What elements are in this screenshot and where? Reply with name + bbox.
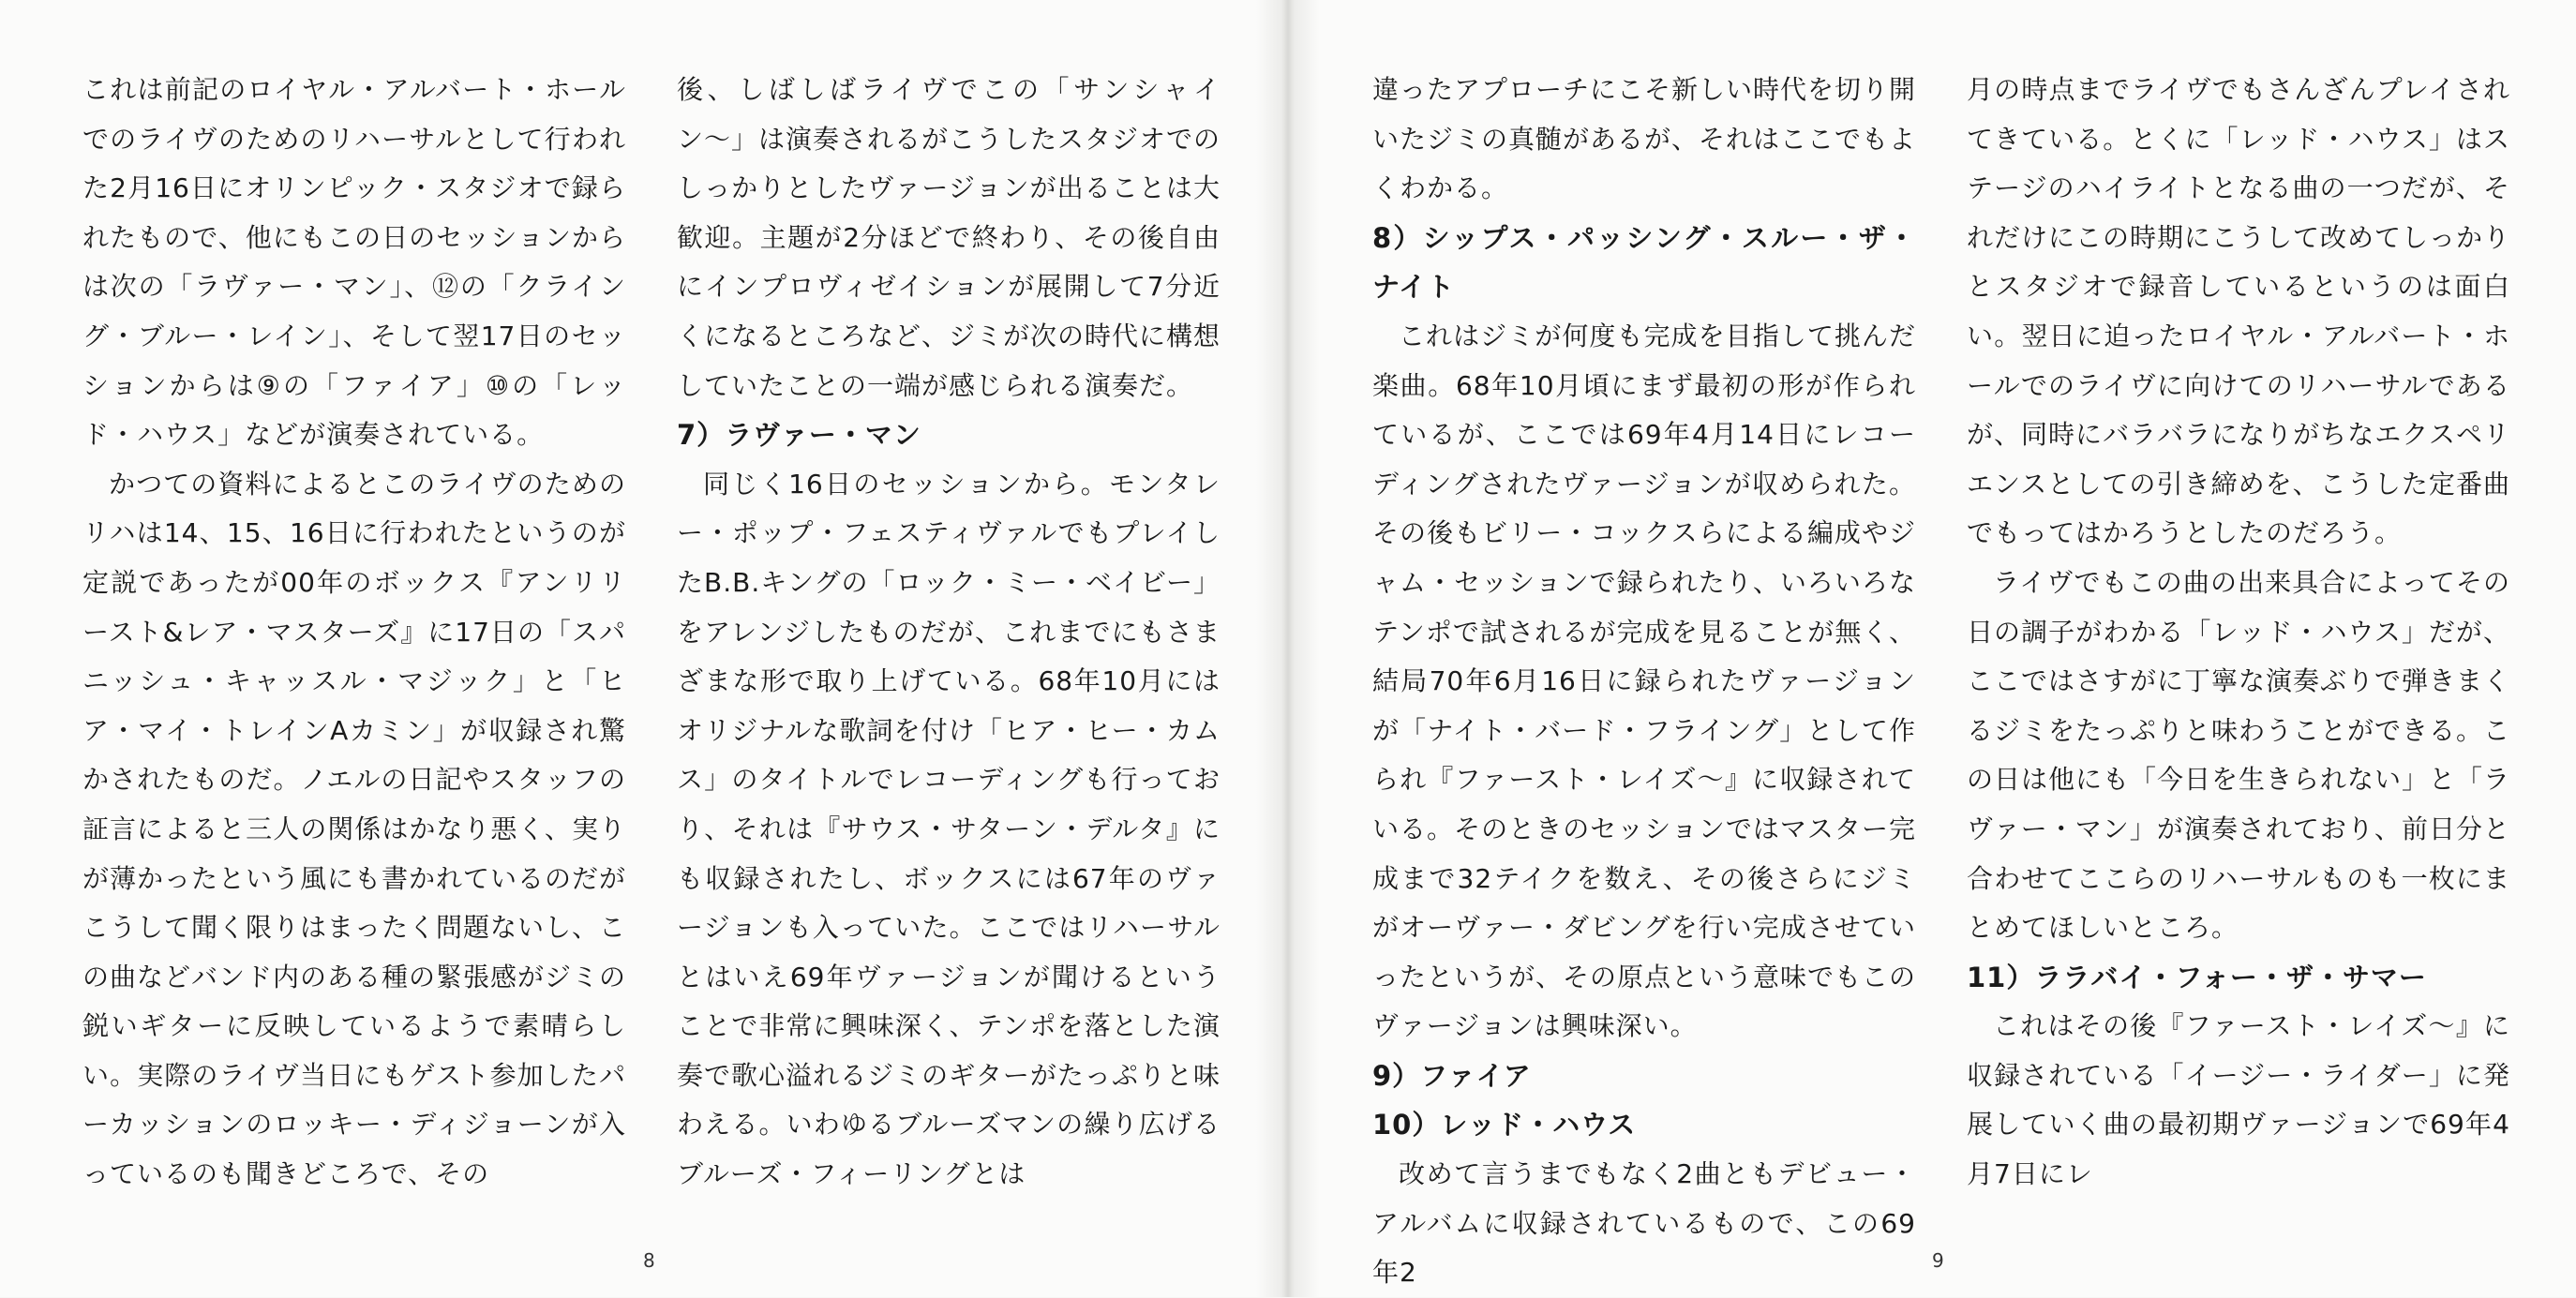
page-left bbox=[0, 0, 1286, 1297]
paragraph: ライヴでもこの曲の出来具合によってその日の調子がわかる「レッド・ハウス」だが、ここではさすがに丁寧な演奏ぶりで弾きまくるジミをたっぷりと味わうことができる。この日は他にも「今日を生きられない」と「ラヴァー・マン」が演奏されており、前日分と合わせてここらのリハーサルものも一枚にまとめてほしいところ。 bbox=[1967, 566, 2511, 944]
page-number: 9 bbox=[1932, 1249, 1944, 1272]
column-2 bbox=[677, 66, 1221, 1200]
section-heading: 7）ラヴァー・マン bbox=[677, 419, 921, 452]
paragraph: 後、しばしばライヴでこの「サンシャイン〜」は演奏されるがこうしたスタジオでのしっかりとしたヴァージョンが出ることは大歓迎。主題が2分ほどで終わり、その後自由にインプロヴィゼイションが展開して7分近くになるところなど、ジミが次の時代に構想していたことの一端が感じられる演奏だ。 bbox=[677, 74, 1221, 401]
paragraph: これはジミが何度も完成を目指して挑んだ楽曲。68年10月頃にまず最初の形が作られているが、ここでは69年4月14日にレコーディングされたヴァージョンが収められた。その後もビリー・コックスらによる編成やジャム・セッションで録られたり、いろいろなテンポで試されるが完成を見ることが無く、結局70年6月16日に録られたヴァージョンが「ナイト・バード・フライング」として作られ『ファースト・レイズ〜』に収録されている。そのときのセッションではマスター完成まで32テイクを数え、その後さらにジミがオーヴァー・ダビングを行い完成させていったというが、その原点という意味でもこのヴァージョンは興味深い。 bbox=[1372, 320, 1917, 1042]
section-heading: 11）ララバイ・フォー・ザ・サマー bbox=[1967, 961, 2427, 993]
paragraph: これは前記のロイヤル・アルバート・ホールでのライヴのためのリハーサルとして行われた2月16日にオリンピック・スタジオで録られたもので、他にもこの日のセッションからは次の「ラヴァー・マン」、⑫の「クライング・ブルー・レイン」、そして翌17日のセッションからは⑨の「ファイア」⑩の「レッド・ハウス」などが演奏されている。 bbox=[82, 74, 626, 451]
binding-gutter bbox=[1256, 0, 1320, 1297]
page-number: 8 bbox=[643, 1249, 655, 1272]
section-heading: 8）シップス・パッシング・スルー・ザ・ナイト bbox=[1372, 221, 1916, 304]
paragraph: これはその後『ファースト・レイズ〜』に収録されている「イージー・ライダー」に発展していく曲の最初期ヴァージョンで69年4月7日にレ bbox=[1967, 1010, 2510, 1190]
column-3 bbox=[1372, 66, 1916, 1298]
column-4 bbox=[1967, 66, 2510, 1200]
section-heading: 10）レッド・ハウス bbox=[1372, 1109, 1637, 1141]
section-heading: 9）ファイア bbox=[1372, 1059, 1532, 1092]
paragraph: 月の時点までライヴでもさんざんプレイされてきている。とくに「レッド・ハウス」はステージのハイライトとなる曲の一つだが、それだけにこの時期にこうして改めてしっかりとスタジオで録音しているというのは面白い。翌日に迫ったロイヤル・アルバート・ホールでのライヴに向けてのリハーサルであるが、同時にバラバラになりがちなエクスペリエンスとしての引き締めを、こうした定番曲でもってはかろうとしたのだろう。 bbox=[1967, 74, 2511, 549]
paragraph: 同じく16日のセッションから。モンタレー・ポップ・フェスティヴァルでもプレイしたB.B.キングの「ロック・ミー・ベイビー」をアレンジしたものだが、これまでにもさまざまな形で取り上げている。68年10月にはオリジナルな歌詞を付け「ヒア・ヒー・カムス」のタイトルでレコーディングも行っており、それは『サウス・サターン・デルタ』にも収録されたし、ボックスには67年のヴァージョンも入っていた。ここではリハーサルとはいえ69年ヴァージョンが聞けるということで非常に興味深く、テンポを落とした演奏で歌心溢れるジミのギターがたっぷりと味わえる。いわゆるブルーズマンの繰り広げるブルーズ・フィーリングとは bbox=[677, 468, 1221, 1190]
column-1 bbox=[82, 66, 626, 1200]
paragraph: 改めて言うまでもなく2曲ともデビュー・アルバムに収録されているもので、この69年2 bbox=[1372, 1158, 1916, 1289]
paragraph: かつての資料によるとこのライヴのためのリハは14、15、16日に行われたというのが定説であったが00年のボックス『アンリリースト&レア・マスターズ』に17日の「スパニッシュ・キャッスル・マジック」と「ヒア・マイ・トレインAカミン」が収録され驚かされたものだ。ノエルの日記やスタッフの証言によると三人の関係はかなり悪く、実りが薄かったという風にも書かれているのだがこうして聞く限りはまったく問題ないし、この曲などバンド内のある種の緊張感がジミの鋭いギターに反映しているようで素晴らしい。実際のライヴ当日にもゲスト参加したパーカッションのロッキー・ディジョーンが入っているのも聞きどころで、その bbox=[82, 468, 627, 1190]
paragraph: 違ったアプローチにこそ新しい時代を切り開いたジミの真髄があるが、それはここでもよくわかる。 bbox=[1372, 74, 1917, 204]
